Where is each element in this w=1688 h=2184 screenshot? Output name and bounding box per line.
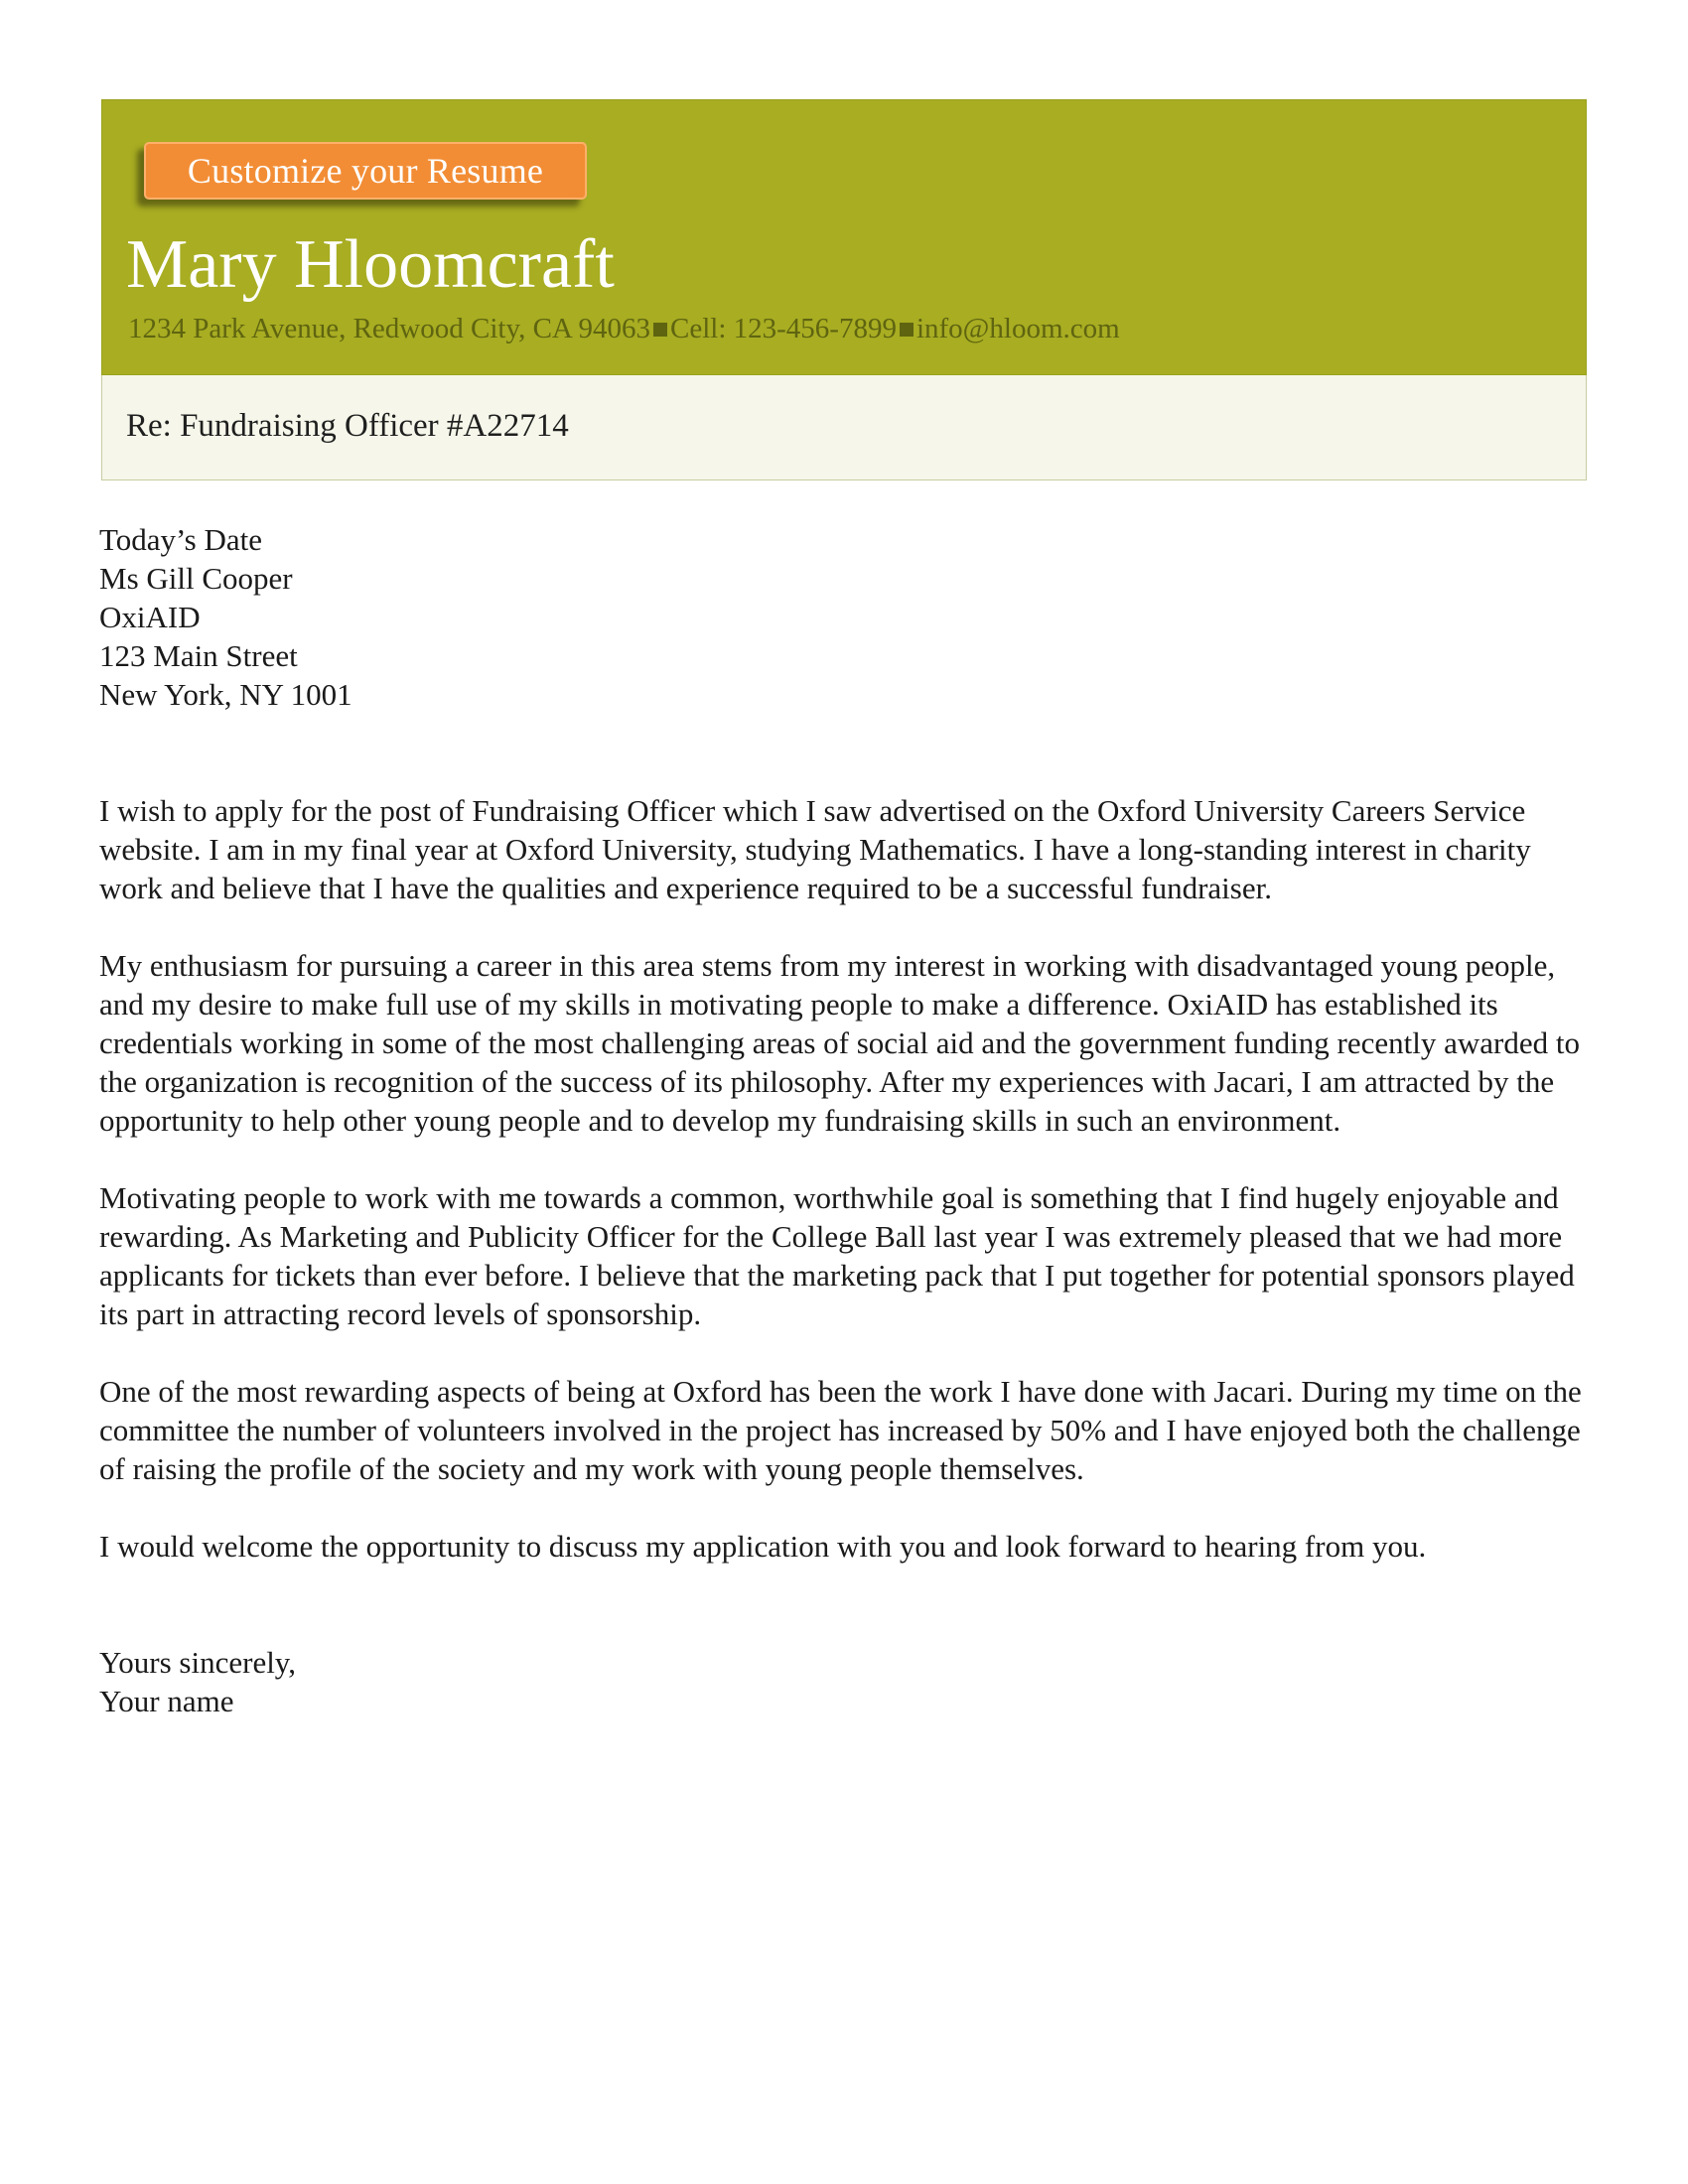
body-paragraph: Motivating people to work with me towards a common, worthwhile goal is something that I find hugely enjoyable and rewarding. As Marketing and Publicity Officer for the College Ball last year I was extremely pleased that we had more applicants for tickets than ever before. I believe that the marketing pack that I put together for potential sponsors played its part in attracting record levels of sponsorship. — [99, 1180, 1575, 1331]
contact-cell: Cell: 123-456-7899 — [670, 313, 897, 344]
recipient-street: 123 Main Street — [99, 638, 298, 673]
body-paragraph: I wish to apply for the post of Fundraising Officer which I saw advertised on the Oxford University Careers Service website. I am in my final year at Oxford University, studying Mathematics. I have a long-standing interest in charity work and believe that I have the qualities and experience required to be a successful fundraiser. — [99, 793, 1531, 905]
letter-date: Today’s Date — [99, 522, 262, 557]
closing-block — [99, 1643, 1589, 1720]
square-bullet-icon — [900, 323, 914, 337]
customize-resume-button[interactable]: Customize your Resume — [144, 142, 587, 200]
subject-band — [101, 375, 1587, 480]
subject-line: Re: Fundraising Officer #A22714 — [126, 408, 569, 444]
applicant-name: Mary Hloomcraft — [126, 226, 615, 303]
signature-name: Your name — [99, 1684, 234, 1718]
contact-line — [128, 311, 1120, 346]
recipient-name: Ms Gill Cooper — [99, 561, 293, 596]
square-bullet-icon — [653, 323, 667, 337]
header-band — [101, 99, 1587, 375]
body-paragraph: One of the most rewarding aspects of being at Oxford has been the work I have done with Jacari. During my time on the committee the number of volunteers involved in the project has increased by 50% and I have enjoyed both the challenge of raising the profile of the society and my work with young people themselves. — [99, 1374, 1582, 1486]
recipient-address-block — [99, 520, 1589, 714]
body-paragraphs — [99, 791, 1589, 1566]
closing-salutation: Yours sincerely, — [99, 1645, 297, 1680]
contact-email: info@hloom.com — [915, 313, 1120, 344]
body-paragraph: My enthusiasm for pursuing a career in this area stems from my interest in working with disadvantaged young people, and my desire to make full use of my skills in motivating people to make a difference. OxiAID has established its credentials working in some of the most challenging areas of social aid and the government funding recently awarded to the organization is recognition of the success of its philosophy. After my experiences with Jacari, I am attracted by the opportunity to help other young people and to develop my fundraising skills in such an environment. — [99, 948, 1580, 1138]
contact-address: 1234 Park Avenue, Redwood City, CA 94063 — [128, 313, 651, 344]
letter-body — [99, 520, 1589, 1720]
recipient-city: New York, NY 1001 — [99, 677, 352, 712]
recipient-company: OxiAID — [99, 600, 201, 634]
body-paragraph: I would welcome the opportunity to discuss my application with you and look forward to hearing from you. — [99, 1529, 1427, 1564]
